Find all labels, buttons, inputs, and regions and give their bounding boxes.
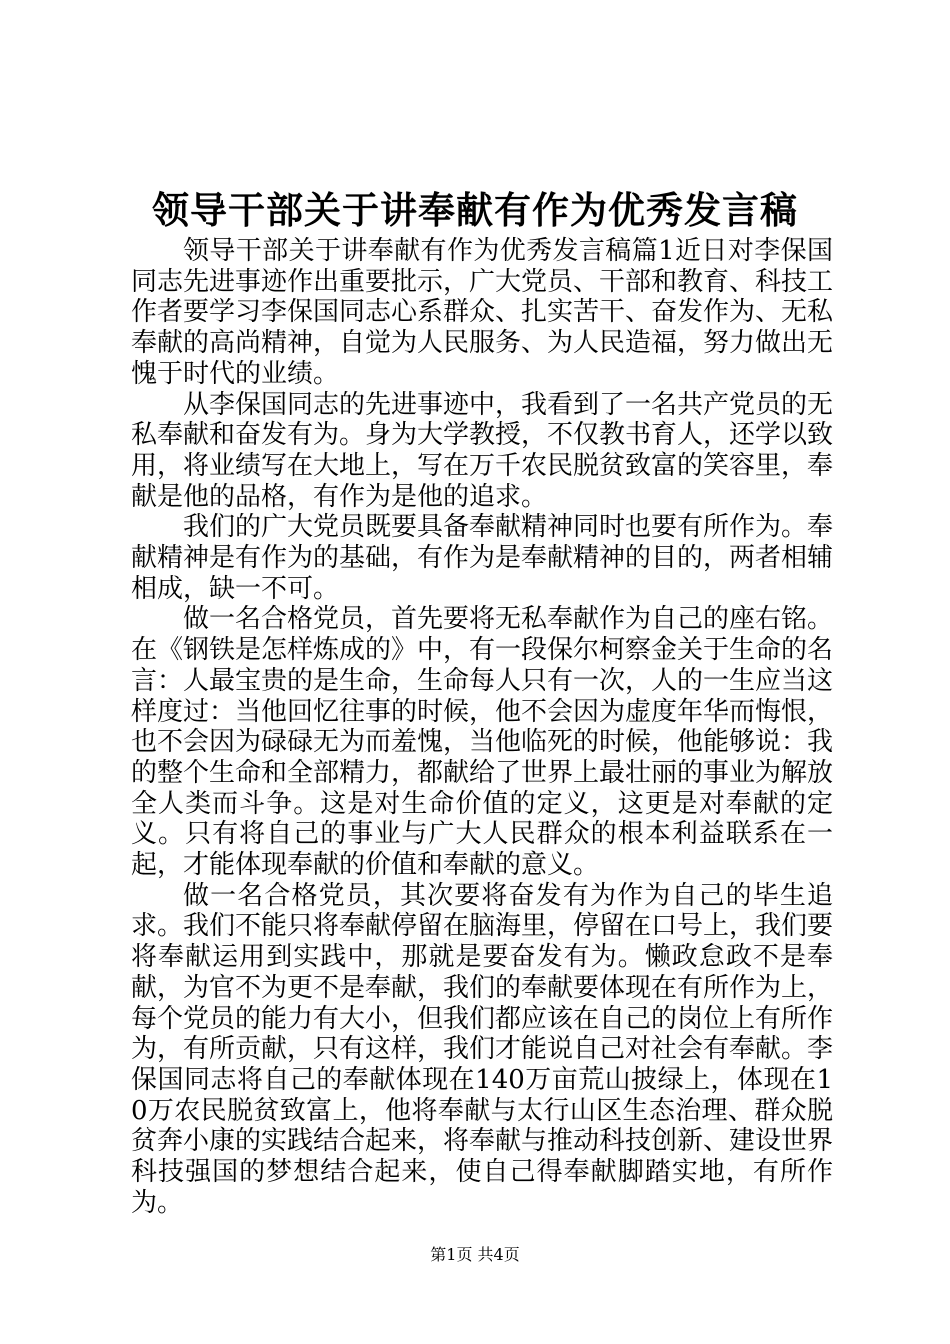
document-title: 领导干部关于讲奉献有作为优秀发言稿	[152, 188, 798, 232]
page-footer: 第1页 共4页	[430, 1245, 520, 1264]
paragraph-1: 领导干部关于讲奉献有作为优秀发言稿篇1近日对李保国同志先进事迹作出重要批示，广大党员、干部和教育、科技工作者要学习李保国同志心系群众、扎实苦干、奋发作为、无私奉献的高尚精神，自觉为人民服务、为人民造福，努力做出无愧于时代的业绩。	[131, 236, 834, 389]
document-body	[131, 236, 833, 1219]
paragraph-2: 从李保国同志的先进事迹中，我看到了一名共产党员的无私奉献和奋发有为。身为大学教授，不仅教书育人，还学以致用，将业绩写在大地上，写在万千农民脱贫致富的笑容里，奉献是他的品格，有作为是他的追求。	[131, 389, 834, 512]
paragraph-4: 做一名合格党员，首先要将无私奉献作为自己的座右铭。在《钢铁是怎样炼成的》中，有一段保尔柯察金关于生命的名言：人最宝贵的是生命，生命每人只有一次，人的一生应当这样度过：当他回忆往事的时候，他不会因为虚度年华而悔恨，也不会因为碌碌无为而羞愧，当他临死的时候，他能够说：我的整个生命和全部精力，都献给了世界上最壮丽的事业为解放全人类而斗争。这是对生命价值的定义，这更是对奉献的定义。只有将自己的事业与广大人民群众的根本利益联系在一起，才能体现奉献的价值和奉献的意义。	[131, 604, 834, 881]
paragraph-5: 做一名合格党员，其次要将奋发有为作为自己的毕生追求。我们不能只将奉献停留在脑海里，停留在口号上，我们要将奉献运用到实践中，那就是要奋发有为。懒政怠政不是奉献，为官不为更不是奉献，我们的奉献要体现在有所作为上，每个党员的能力有大小，但我们都应该在自己的岗位上有所作为，有所贡献，只有这样，我们才能说自己对社会有奉献。李保国同志将自己的奉献体现在140万亩荒山披绿上，体现在10万农民脱贫致富上，他将奉献与太行山区生态治理、群众脱贫奔小康的实践结合起来，将奉献与推动科技创新、建设世界科技强国的梦想结合起来，使自己得奉献脚踏实地，有所作为。	[131, 880, 834, 1218]
paragraph-3: 我们的广大党员既要具备奉献精神同时也要有所作为。奉献精神是有作为的基础，有作为是奉献精神的目的，两者相辅相成，缺一不可。	[131, 512, 834, 604]
